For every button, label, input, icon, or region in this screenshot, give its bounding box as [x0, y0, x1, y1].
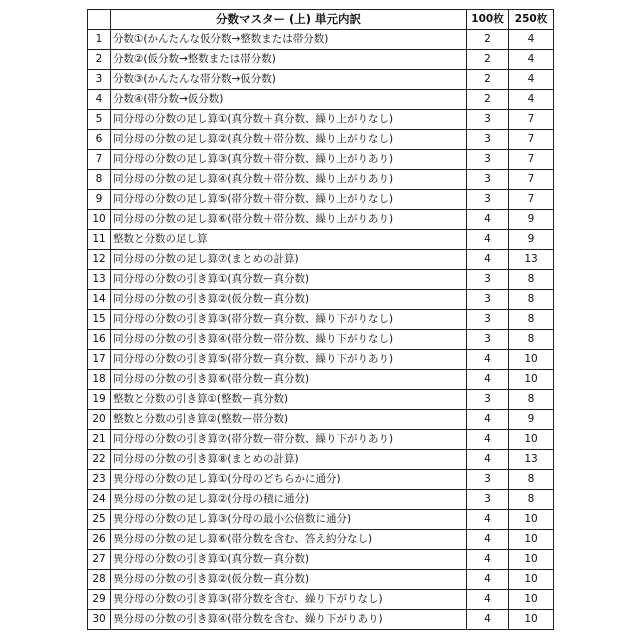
row-number: 21	[88, 430, 111, 450]
table-row	[88, 610, 554, 630]
table-row	[88, 570, 554, 590]
count-100-sheets: 2	[467, 30, 509, 50]
count-250-sheets: 8	[509, 490, 554, 510]
count-100-sheets: 4	[467, 570, 509, 590]
table-row	[88, 350, 554, 370]
unit-name: 分数②(仮分数→整数または帯分数)	[111, 50, 467, 70]
table-row	[88, 70, 554, 90]
count-100-sheets: 3	[467, 270, 509, 290]
header-row	[88, 10, 554, 30]
count-100-sheets: 4	[467, 250, 509, 270]
header-number-cell	[88, 10, 111, 30]
table-row	[88, 310, 554, 330]
unit-name: 同分母の分数の引き算⑦(帯分数ー帯分数、繰り下がりあり)	[111, 430, 467, 450]
count-100-sheets: 4	[467, 350, 509, 370]
table-row	[88, 430, 554, 450]
unit-name: 同分母の分数の引き算⑧(まとめの計算)	[111, 450, 467, 470]
table-row	[88, 110, 554, 130]
count-100-sheets: 2	[467, 70, 509, 90]
unit-name: 分数④(帯分数→仮分数)	[111, 90, 467, 110]
count-250-sheets: 4	[509, 30, 554, 50]
count-250-sheets: 10	[509, 430, 554, 450]
row-number: 6	[88, 130, 111, 150]
count-100-sheets: 4	[467, 230, 509, 250]
count-100-sheets: 4	[467, 550, 509, 570]
unit-name: 異分母の分数の引き算①(真分数ー真分数)	[111, 550, 467, 570]
unit-name: 同分母の分数の引き算①(真分数ー真分数)	[111, 270, 467, 290]
count-100-sheets: 3	[467, 170, 509, 190]
row-number: 22	[88, 450, 111, 470]
header-250-sheets: 250枚	[509, 10, 554, 30]
unit-name: 同分母の分数の足し算③(真分数＋帯分数、繰り上がりあり)	[111, 150, 467, 170]
row-number: 15	[88, 310, 111, 330]
count-100-sheets: 3	[467, 110, 509, 130]
unit-breakdown-sheet	[87, 9, 554, 630]
count-100-sheets: 2	[467, 50, 509, 70]
row-number: 29	[88, 590, 111, 610]
count-250-sheets: 9	[509, 230, 554, 250]
unit-name: 整数と分数の引き算①(整数ー真分数)	[111, 390, 467, 410]
table-row	[88, 330, 554, 350]
table-title: 分数マスター (上) 単元内訳	[111, 10, 467, 30]
count-100-sheets: 4	[467, 610, 509, 630]
unit-breakdown-table	[87, 9, 554, 630]
row-number: 13	[88, 270, 111, 290]
table-row	[88, 390, 554, 410]
row-number: 2	[88, 50, 111, 70]
unit-name: 同分母の分数の引き算②(仮分数ー真分数)	[111, 290, 467, 310]
unit-name: 同分母の分数の足し算⑤(帯分数＋帯分数、繰り上がりなし)	[111, 190, 467, 210]
unit-name: 同分母の分数の足し算⑥(帯分数＋帯分数、繰り上がりあり)	[111, 210, 467, 230]
unit-name: 同分母の分数の足し算①(真分数＋真分数、繰り上がりなし)	[111, 110, 467, 130]
table-row	[88, 490, 554, 510]
count-100-sheets: 3	[467, 390, 509, 410]
row-number: 28	[88, 570, 111, 590]
count-100-sheets: 4	[467, 430, 509, 450]
table-row	[88, 590, 554, 610]
count-250-sheets: 9	[509, 210, 554, 230]
count-250-sheets: 4	[509, 50, 554, 70]
header-100-sheets: 100枚	[467, 10, 509, 30]
table-row	[88, 510, 554, 530]
unit-name: 異分母の分数の足し算①(分母のどちらかに通分)	[111, 470, 467, 490]
row-number: 19	[88, 390, 111, 410]
count-100-sheets: 3	[467, 150, 509, 170]
count-250-sheets: 13	[509, 450, 554, 470]
count-100-sheets: 4	[467, 370, 509, 390]
count-100-sheets: 4	[467, 410, 509, 430]
row-number: 11	[88, 230, 111, 250]
count-100-sheets: 4	[467, 590, 509, 610]
unit-name: 同分母の分数の引き算④(帯分数ー帯分数、繰り下がりなし)	[111, 330, 467, 350]
table-row	[88, 210, 554, 230]
count-100-sheets: 4	[467, 530, 509, 550]
table-row	[88, 410, 554, 430]
count-250-sheets: 10	[509, 370, 554, 390]
count-250-sheets: 9	[509, 410, 554, 430]
row-number: 1	[88, 30, 111, 50]
row-number: 16	[88, 330, 111, 350]
row-number: 27	[88, 550, 111, 570]
count-250-sheets: 10	[509, 350, 554, 370]
count-250-sheets: 8	[509, 270, 554, 290]
row-number: 12	[88, 250, 111, 270]
count-250-sheets: 4	[509, 70, 554, 90]
count-100-sheets: 3	[467, 490, 509, 510]
unit-name: 同分母の分数の引き算⑤(帯分数ー真分数、繰り下がりあり)	[111, 350, 467, 370]
count-100-sheets: 2	[467, 90, 509, 110]
count-250-sheets: 7	[509, 150, 554, 170]
count-100-sheets: 3	[467, 190, 509, 210]
unit-name: 異分母の分数の引き算④(帯分数を含む、繰り下がりあり)	[111, 610, 467, 630]
unit-name: 分数①(かんたんな仮分数→整数または帯分数)	[111, 30, 467, 50]
row-number: 3	[88, 70, 111, 90]
count-250-sheets: 8	[509, 290, 554, 310]
table-row	[88, 190, 554, 210]
row-number: 30	[88, 610, 111, 630]
unit-name: 整数と分数の足し算	[111, 230, 467, 250]
unit-name: 同分母の分数の足し算⑦(まとめの計算)	[111, 250, 467, 270]
unit-name: 整数と分数の引き算②(整数ー帯分数)	[111, 410, 467, 430]
row-number: 20	[88, 410, 111, 430]
unit-name: 同分母の分数の足し算②(真分数＋帯分数、繰り上がりなし)	[111, 130, 467, 150]
table-row	[88, 170, 554, 190]
count-100-sheets: 4	[467, 510, 509, 530]
row-number: 14	[88, 290, 111, 310]
table-row	[88, 370, 554, 390]
count-100-sheets: 3	[467, 470, 509, 490]
row-number: 5	[88, 110, 111, 130]
table-row	[88, 90, 554, 110]
count-100-sheets: 4	[467, 210, 509, 230]
row-number: 7	[88, 150, 111, 170]
count-250-sheets: 7	[509, 110, 554, 130]
count-250-sheets: 8	[509, 390, 554, 410]
count-100-sheets: 4	[467, 450, 509, 470]
count-250-sheets: 10	[509, 570, 554, 590]
unit-name: 同分母の分数の引き算⑥(帯分数ー真分数)	[111, 370, 467, 390]
count-250-sheets: 4	[509, 90, 554, 110]
row-number: 9	[88, 190, 111, 210]
unit-name: 分数③(かんたんな帯分数→仮分数)	[111, 70, 467, 90]
row-number: 8	[88, 170, 111, 190]
unit-name: 異分母の分数の足し算⑥(帯分数を含む、答え約分なし)	[111, 530, 467, 550]
row-number: 4	[88, 90, 111, 110]
count-250-sheets: 10	[509, 550, 554, 570]
row-number: 25	[88, 510, 111, 530]
table-row	[88, 470, 554, 490]
table-row	[88, 30, 554, 50]
table-row	[88, 270, 554, 290]
count-250-sheets: 10	[509, 510, 554, 530]
count-250-sheets: 7	[509, 130, 554, 150]
table-row	[88, 130, 554, 150]
table-row	[88, 550, 554, 570]
table-row	[88, 530, 554, 550]
table-row	[88, 230, 554, 250]
table-body	[88, 30, 554, 630]
row-number: 10	[88, 210, 111, 230]
unit-name: 異分母の分数の足し算③(分母の最小公倍数に通分)	[111, 510, 467, 530]
row-number: 26	[88, 530, 111, 550]
unit-name: 異分母の分数の引き算②(仮分数ー真分数)	[111, 570, 467, 590]
table-row	[88, 150, 554, 170]
count-250-sheets: 7	[509, 170, 554, 190]
table-row	[88, 450, 554, 470]
table-row	[88, 290, 554, 310]
unit-name: 異分母の分数の引き算③(帯分数を含む、繰り下がりなし)	[111, 590, 467, 610]
count-250-sheets: 10	[509, 530, 554, 550]
count-250-sheets: 10	[509, 590, 554, 610]
table-row	[88, 250, 554, 270]
count-250-sheets: 13	[509, 250, 554, 270]
table-row	[88, 50, 554, 70]
count-100-sheets: 3	[467, 290, 509, 310]
count-100-sheets: 3	[467, 330, 509, 350]
count-250-sheets: 8	[509, 330, 554, 350]
count-100-sheets: 3	[467, 310, 509, 330]
row-number: 23	[88, 470, 111, 490]
unit-name: 同分母の分数の足し算④(真分数＋帯分数、繰り上がりあり)	[111, 170, 467, 190]
count-100-sheets: 3	[467, 130, 509, 150]
count-250-sheets: 10	[509, 610, 554, 630]
unit-name: 異分母の分数の足し算②(分母の積に通分)	[111, 490, 467, 510]
unit-name: 同分母の分数の引き算③(帯分数ー真分数、繰り下がりなし)	[111, 310, 467, 330]
row-number: 18	[88, 370, 111, 390]
row-number: 17	[88, 350, 111, 370]
count-250-sheets: 8	[509, 470, 554, 490]
count-250-sheets: 8	[509, 310, 554, 330]
count-250-sheets: 7	[509, 190, 554, 210]
row-number: 24	[88, 490, 111, 510]
